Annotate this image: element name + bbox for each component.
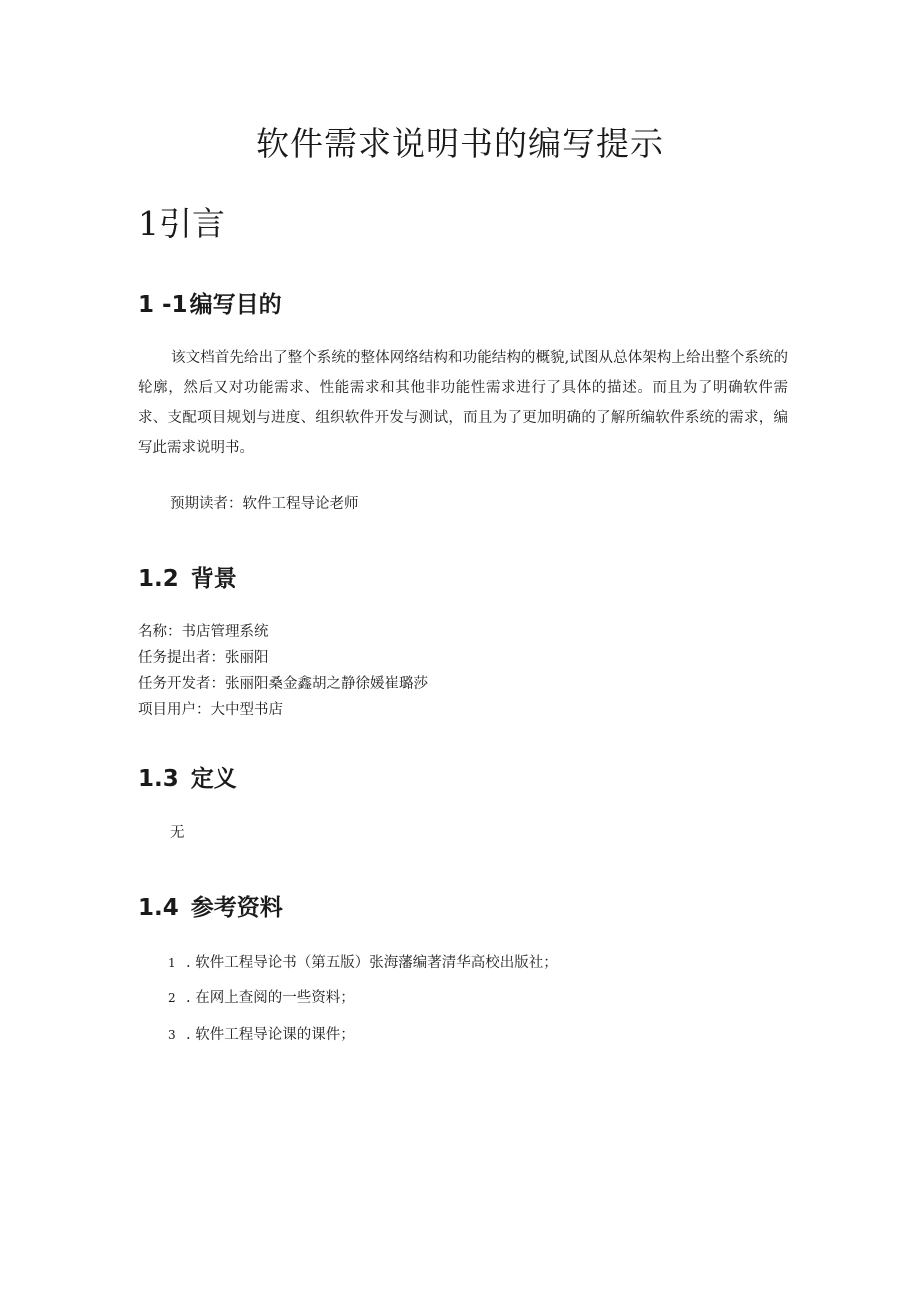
section-title: 背景 [190,566,237,592]
reference-number: 1 [168,956,176,970]
reference-item [168,1025,355,1045]
definitions-text: 无 [170,825,185,841]
section-heading-references [138,889,283,922]
reference-number: 2 [168,991,176,1005]
background-developers: 任务开发者：张丽阳桑金鑫胡之静徐媛崔璐莎 [138,676,428,692]
reference-text: . 软件工程导论书（第五版）张海藩编著清华高校出版社； [186,955,558,971]
expected-readers: 预期读者：软件工程导论老师 [170,496,359,512]
section-number: 1 -1 [138,292,188,318]
reference-text: . 在网上查阅的一些资料； [186,990,355,1006]
section-heading-definitions [138,760,237,793]
section-heading-purpose [138,286,282,319]
reference-item [168,953,558,973]
section-heading-background [138,560,237,593]
background-proposer: 任务提出者：张丽阳 [138,650,269,666]
reference-item [168,988,355,1008]
chapter-heading: 1引言 [138,204,225,243]
section-number: 1.3 [138,766,179,792]
section-title: 定义 [190,766,237,792]
reference-text: . 软件工程导论课的课件； [186,1027,355,1043]
background-users: 项目用户：大中型书店 [138,702,283,718]
purpose-paragraph: 该文档首先给出了整个系统的整体网络结构和功能结构的概貌,试图从总体架构上给出整个系统的轮廓，然后又对功能需求、性能需求和其他非功能性需求进行了具体的描述。而且为了明确软件需求、支配项目规划与进度、组织软件开发与测试，而且为了更加明确的了解所编软件系统的需求，编写此需求说明书。 [138,350,788,456]
reference-number: 3 [168,1028,176,1042]
document-title: 软件需求说明书的编写提示 [256,124,664,163]
background-name: 名称：书店管理系统 [138,624,269,640]
section-number: 1.4 [138,895,179,921]
section-title: 参考资料 [190,895,283,921]
section-number: 1.2 [138,566,179,592]
section-title: 编写目的 [189,292,282,318]
